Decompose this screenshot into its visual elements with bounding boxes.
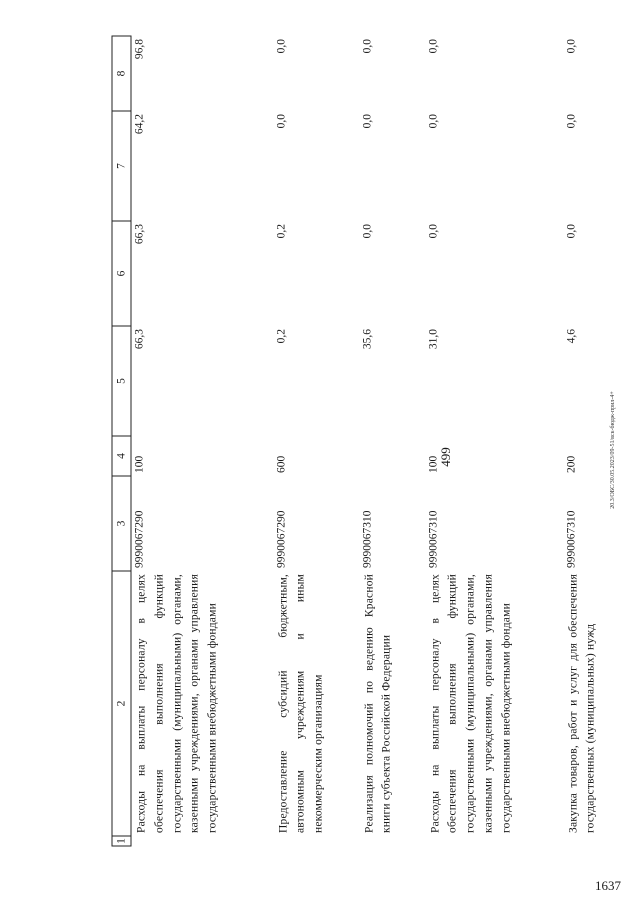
expense-kind: 200 bbox=[565, 455, 577, 473]
value-col-8: 0,0 bbox=[427, 39, 439, 54]
value-col-5: 35,6 bbox=[361, 329, 373, 350]
value-col-5: 66,3 bbox=[133, 329, 146, 350]
value-col-8: 0,0 bbox=[275, 39, 287, 54]
row-description: Реализация полномочий по ведению Красной книги субъекта Российской Федерации bbox=[363, 574, 393, 833]
table-row bbox=[273, 36, 359, 846]
value-col-5: 0,2 bbox=[275, 329, 287, 344]
row-description: Расходы на выплаты персоналу в целях обеспечения выполнения функций государственными (муниципальными) органами, казенными учреждениями, органами управления государственными внебюджетными фондами bbox=[135, 574, 219, 833]
value-col-7: 0,0 bbox=[275, 114, 287, 129]
value-col-5: 4,6 bbox=[565, 329, 577, 344]
column-header: 8 bbox=[112, 36, 131, 111]
value-col-8: 0,0 bbox=[565, 39, 577, 54]
column-header: 5 bbox=[112, 326, 131, 436]
target-code: 9990067310 bbox=[427, 510, 439, 568]
column-header: 4 bbox=[112, 436, 131, 476]
target-code: 9990067310 bbox=[361, 510, 373, 568]
column-header: 3 bbox=[112, 476, 131, 571]
document-footer-code: 20.3/ОБС/30.05.2023/09-51/вск-бюдж-прил-4+ bbox=[610, 391, 616, 509]
value-col-6: 0,0 bbox=[361, 224, 373, 239]
expense-kind: 100 bbox=[133, 455, 146, 473]
value-col-5: 31,0 bbox=[427, 329, 439, 350]
target-code: 9990067290 bbox=[275, 510, 287, 568]
row-description: Предоставление субсидий бюджетным, автономным учреждениям и иным некоммерческим организациям bbox=[277, 574, 325, 833]
column-header: 7 bbox=[112, 111, 131, 221]
budget-table-rotated bbox=[112, 37, 617, 847]
value-col-6: 0,2 bbox=[275, 224, 287, 239]
table-row bbox=[425, 36, 563, 846]
value-col-6: 0,0 bbox=[565, 224, 577, 239]
expense-kind: 100 bbox=[427, 455, 439, 473]
table-row bbox=[131, 36, 273, 846]
target-code: 9990067310 bbox=[565, 510, 577, 568]
value-col-7: 0,0 bbox=[361, 114, 373, 129]
value-col-6: 66,3 bbox=[133, 224, 146, 245]
budget-table bbox=[112, 36, 624, 847]
column-header: 6 bbox=[112, 221, 131, 326]
column-header: 1 bbox=[112, 836, 131, 846]
row-description: Расходы на выплаты персоналу в целях обеспечения выполнения функций государственными (муниципальными) органами, казенными учреждениями, органами управления государственными внебюджетными фондами bbox=[429, 574, 513, 833]
table-row bbox=[359, 36, 425, 846]
value-col-8: 0,0 bbox=[361, 39, 373, 54]
value-col-6: 0,0 bbox=[427, 224, 439, 239]
value-col-7: 0,0 bbox=[427, 114, 439, 129]
page-number-top: 499 bbox=[438, 447, 453, 467]
value-col-7: 0,0 bbox=[565, 114, 577, 129]
column-header: 2 bbox=[112, 571, 131, 836]
value-col-7: 64,2 bbox=[133, 114, 146, 135]
value-col-8: 96,8 bbox=[133, 39, 146, 60]
expense-kind bbox=[359, 436, 425, 476]
target-code: 9990067290 bbox=[133, 510, 146, 568]
page-number-bottom: 1637 bbox=[595, 878, 621, 893]
row-description: Закупка товаров, работ и услуг для обеспечения государственных (муниципальных) нужд bbox=[567, 574, 597, 833]
table-header-row bbox=[112, 36, 131, 846]
expense-kind: 600 bbox=[275, 455, 287, 473]
